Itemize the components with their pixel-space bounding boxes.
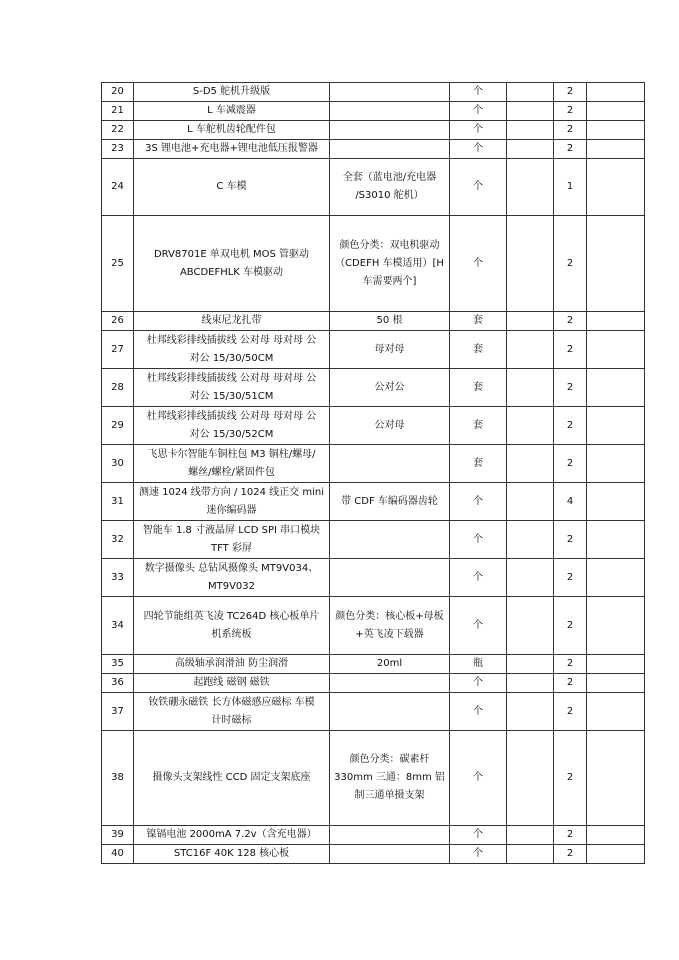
item-spec: 50 根 [376, 315, 403, 326]
item-unit-cell [450, 159, 507, 216]
item-quantity: 2 [566, 105, 574, 116]
item-name-cell [134, 407, 330, 445]
item-quantity: 2 [566, 86, 574, 97]
item-spec-cell [330, 559, 450, 597]
row-number: 31 [111, 495, 124, 507]
item-name: 钕铁硼永磁铁 长方体磁感应磁标 车模 计时磁标 [148, 696, 315, 726]
row-number-cell [102, 826, 134, 845]
empty-cell-cell [507, 407, 554, 445]
item-quantity-cell [554, 140, 587, 159]
item-quantity: 2 [566, 457, 574, 469]
item-unit-cell [450, 693, 507, 731]
item-unit-cell [450, 826, 507, 845]
item-name: 杜邦线彩排线插拔线 公对母 母对母 公 对公 15/30/51CM [146, 372, 317, 402]
item-name-cell [134, 483, 330, 521]
item-quantity: 2 [566, 143, 574, 154]
row-number-cell [102, 369, 134, 407]
item-spec-cell [330, 483, 450, 521]
item-unit-cell [450, 483, 507, 521]
item-unit: 个 [473, 705, 483, 717]
item-unit-cell [450, 102, 507, 121]
item-quantity-cell [554, 597, 587, 655]
empty-cell-cell [507, 159, 554, 216]
item-name: 四轮节能组英飞凌 TC264D 核心板单片 机系统板 [143, 610, 320, 640]
item-name-cell [134, 559, 330, 597]
row-number-cell [102, 559, 134, 597]
item-quantity: 2 [566, 571, 574, 583]
row-number: 35 [111, 658, 124, 669]
item-spec: 颜色分类：双电机驱动 （CDEFH 车模适用）[H 车需要两个] [335, 239, 444, 287]
item-quantity-cell [554, 331, 587, 369]
item-spec: 颜色分类：碳素杆 330mm 三通：8mm 铝 制三通单摄支架 [334, 754, 445, 801]
item-unit: 个 [473, 495, 483, 507]
item-unit-cell [450, 845, 507, 864]
item-unit: 个 [473, 829, 483, 840]
parts-table [101, 82, 645, 864]
table-row [102, 597, 645, 655]
item-spec: 母对母 [374, 343, 405, 355]
row-number: 20 [111, 86, 124, 97]
row-number: 21 [111, 105, 124, 116]
row-number: 32 [111, 533, 124, 545]
row-number-cell [102, 312, 134, 331]
empty-cell-cell [507, 331, 554, 369]
item-spec-cell [330, 159, 450, 216]
item-unit: 个 [473, 86, 483, 97]
empty-cell-cell [507, 559, 554, 597]
empty-cell-cell [587, 445, 645, 483]
item-spec-cell [330, 597, 450, 655]
empty-cell-cell [507, 521, 554, 559]
row-number: 28 [111, 381, 124, 393]
item-name: C 车模 [216, 181, 247, 192]
empty-cell-cell [587, 121, 645, 140]
item-quantity: 2 [566, 343, 574, 355]
item-unit: 个 [473, 677, 483, 688]
item-spec-cell [330, 216, 450, 312]
item-spec-cell [330, 845, 450, 864]
empty-cell-cell [507, 693, 554, 731]
item-quantity-cell [554, 826, 587, 845]
row-number-cell [102, 407, 134, 445]
empty-cell-cell [587, 407, 645, 445]
item-quantity-cell [554, 445, 587, 483]
item-spec-cell [330, 331, 450, 369]
item-quantity-cell [554, 312, 587, 331]
item-name-cell [134, 102, 330, 121]
empty-cell-cell [587, 159, 645, 216]
row-number: 25 [111, 257, 124, 269]
row-number: 27 [111, 343, 124, 355]
item-name: 线束尼龙扎带 [201, 315, 262, 326]
table-row [102, 521, 645, 559]
item-name: 测速 1024 线带方向 / 1024 线正交 mini 迷你编码器 [139, 486, 324, 516]
item-name: 数字摄像头 总钻风摄像头 MT9V034、 MT9V032 [144, 562, 319, 592]
empty-cell-cell [587, 597, 645, 655]
item-spec-cell [330, 312, 450, 331]
item-unit-cell [450, 521, 507, 559]
item-quantity: 2 [566, 315, 574, 326]
item-unit-cell [450, 674, 507, 693]
item-unit: 套 [473, 457, 483, 469]
item-spec: 全套（蓝电池/充电器 /S3010 舵机） [342, 172, 437, 201]
empty-cell-cell [507, 845, 554, 864]
item-unit-cell [450, 445, 507, 483]
table-row [102, 102, 645, 121]
item-spec-cell [330, 674, 450, 693]
item-unit-cell [450, 369, 507, 407]
item-name: 杜邦线彩排线插拔线 公对母 母对母 公 对公 15/30/50CM [146, 334, 317, 364]
item-unit-cell [450, 331, 507, 369]
row-number-cell [102, 521, 134, 559]
item-unit-cell [450, 312, 507, 331]
item-spec-cell [330, 445, 450, 483]
row-number-cell [102, 140, 134, 159]
item-quantity: 2 [566, 533, 574, 545]
empty-cell-cell [587, 845, 645, 864]
table-row [102, 731, 645, 826]
row-number-cell [102, 693, 134, 731]
item-spec: 20ml [376, 658, 403, 669]
item-spec: 公对公 [374, 381, 405, 393]
table-row [102, 83, 645, 102]
row-number-cell [102, 216, 134, 312]
empty-cell-cell [587, 693, 645, 731]
empty-cell-cell [587, 369, 645, 407]
table-row [102, 140, 645, 159]
row-number-cell [102, 731, 134, 826]
table-row [102, 826, 645, 845]
item-name-cell [134, 159, 330, 216]
empty-cell-cell [587, 102, 645, 121]
table-row [102, 407, 645, 445]
item-unit: 个 [473, 124, 483, 135]
item-unit: 个 [473, 257, 483, 269]
empty-cell-cell [507, 216, 554, 312]
row-number: 30 [111, 457, 124, 469]
item-quantity-cell [554, 369, 587, 407]
table-row [102, 845, 645, 864]
item-name-cell [134, 216, 330, 312]
item-spec-cell [330, 140, 450, 159]
item-name: 高级轴承润滑油 防尘润滑 [174, 658, 289, 669]
item-quantity-cell [554, 83, 587, 102]
item-quantity-cell [554, 121, 587, 140]
empty-cell-cell [507, 674, 554, 693]
item-name-cell [134, 121, 330, 140]
item-name-cell [134, 331, 330, 369]
item-unit-cell [450, 731, 507, 826]
item-spec: 公对母 [374, 419, 405, 431]
item-unit: 个 [473, 105, 483, 116]
item-unit: 套 [473, 381, 483, 393]
table-row [102, 483, 645, 521]
item-quantity: 2 [566, 658, 574, 669]
row-number-cell [102, 597, 134, 655]
item-name-cell [134, 845, 330, 864]
empty-cell-cell [587, 483, 645, 521]
item-unit-cell [450, 407, 507, 445]
item-quantity-cell [554, 407, 587, 445]
row-number: 23 [111, 143, 124, 154]
item-spec-cell [330, 369, 450, 407]
empty-cell-cell [587, 216, 645, 312]
row-number-cell [102, 159, 134, 216]
empty-cell-cell [587, 83, 645, 102]
item-spec-cell [330, 655, 450, 674]
empty-cell-cell [507, 483, 554, 521]
row-number-cell [102, 445, 134, 483]
item-name: 摄像头支架线性 CCD 固定支架底座 [152, 772, 311, 783]
item-spec-cell [330, 693, 450, 731]
empty-cell-cell [507, 312, 554, 331]
item-name: 杜邦线彩排线插拔线 公对母 母对母 公 对公 15/30/52CM [146, 410, 317, 440]
row-number-cell [102, 674, 134, 693]
empty-cell-cell [587, 826, 645, 845]
empty-cell-cell [587, 674, 645, 693]
item-quantity-cell [554, 102, 587, 121]
item-name-cell [134, 693, 330, 731]
item-name: 飞思卡尔智能车铜柱包 M3 铜柱/螺母/ 螺丝/螺栓/紧固件包 [147, 448, 316, 478]
item-unit: 个 [473, 181, 483, 192]
row-number: 39 [111, 829, 124, 840]
item-name-cell [134, 445, 330, 483]
item-quantity-cell [554, 559, 587, 597]
empty-cell-cell [587, 312, 645, 331]
item-quantity: 2 [566, 419, 574, 431]
item-name: L 车减震器 [207, 105, 256, 116]
row-number: 26 [111, 315, 124, 326]
item-unit: 套 [473, 419, 483, 431]
item-name-cell [134, 83, 330, 102]
item-name-cell [134, 731, 330, 826]
empty-cell-cell [507, 369, 554, 407]
item-unit: 个 [473, 533, 483, 545]
item-name-cell [134, 140, 330, 159]
item-name: DRV8701E 单双电机 MOS 管驱动 ABCDEFHLK 车模驱动 [153, 248, 310, 278]
item-name-cell [134, 521, 330, 559]
row-number-cell [102, 483, 134, 521]
item-unit-cell [450, 83, 507, 102]
empty-cell-cell [507, 826, 554, 845]
item-name-cell [134, 369, 330, 407]
item-name-cell [134, 312, 330, 331]
item-unit-cell [450, 121, 507, 140]
item-spec-cell [330, 102, 450, 121]
table-row [102, 369, 645, 407]
empty-cell-cell [507, 102, 554, 121]
table-row [102, 693, 645, 731]
item-spec-cell [330, 83, 450, 102]
row-number: 22 [111, 124, 124, 135]
item-quantity-cell [554, 159, 587, 216]
item-quantity: 1 [566, 181, 574, 192]
item-unit-cell [450, 140, 507, 159]
table-row [102, 121, 645, 140]
item-spec: 带 CDF 车编码器齿轮 [341, 495, 438, 507]
item-unit: 个 [473, 571, 483, 583]
empty-cell-cell [507, 83, 554, 102]
empty-cell-cell [587, 559, 645, 597]
empty-cell-cell [587, 331, 645, 369]
row-number: 34 [111, 619, 124, 631]
item-quantity-cell [554, 216, 587, 312]
row-number: 37 [111, 705, 124, 717]
item-quantity: 2 [566, 619, 574, 631]
item-quantity-cell [554, 521, 587, 559]
row-number-cell [102, 102, 134, 121]
item-name-cell [134, 655, 330, 674]
item-quantity-cell [554, 483, 587, 521]
item-name: L 车舵机齿轮配件包 [187, 124, 276, 135]
item-name: S-D5 舵机升级版 [192, 86, 271, 97]
item-spec-cell [330, 121, 450, 140]
row-number: 33 [111, 571, 124, 583]
item-name: 3S 锂电池+充电器+锂电池低压报警器 [145, 143, 318, 154]
empty-cell-cell [507, 140, 554, 159]
item-quantity: 2 [566, 705, 574, 717]
table-row [102, 559, 645, 597]
row-number-cell [102, 83, 134, 102]
table-row [102, 159, 645, 216]
item-unit: 个 [473, 619, 483, 631]
item-unit: 个 [473, 848, 483, 859]
row-number: 29 [111, 419, 124, 431]
item-spec-cell [330, 826, 450, 845]
item-quantity-cell [554, 674, 587, 693]
row-number: 36 [111, 677, 124, 688]
row-number: 38 [111, 772, 124, 783]
item-quantity-cell [554, 845, 587, 864]
item-quantity: 2 [566, 677, 574, 688]
empty-cell-cell [587, 731, 645, 826]
item-name-cell [134, 674, 330, 693]
item-quantity: 2 [566, 848, 574, 859]
row-number-cell [102, 845, 134, 864]
item-spec-cell [330, 407, 450, 445]
empty-cell-cell [587, 140, 645, 159]
item-name-cell [134, 597, 330, 655]
row-number: 24 [111, 181, 124, 192]
item-name: 起跑线 磁钢 磁铁 [193, 677, 270, 688]
item-spec-cell [330, 521, 450, 559]
row-number-cell [102, 331, 134, 369]
item-quantity: 2 [566, 381, 574, 393]
empty-cell-cell [587, 521, 645, 559]
empty-cell-cell [507, 731, 554, 826]
item-unit-cell [450, 559, 507, 597]
parts-table-body [102, 83, 645, 864]
item-quantity: 2 [566, 257, 574, 269]
empty-cell-cell [507, 597, 554, 655]
item-quantity-cell [554, 731, 587, 826]
table-row [102, 216, 645, 312]
item-name: STC16F 40K 128 核心板 [173, 848, 290, 859]
table-row [102, 331, 645, 369]
item-quantity-cell [554, 655, 587, 674]
item-quantity: 4 [566, 495, 574, 507]
table-row [102, 445, 645, 483]
item-unit: 套 [473, 343, 483, 355]
item-quantity: 2 [566, 772, 574, 783]
table-row [102, 674, 645, 693]
item-name: 智能车 1.8 寸液晶屏 LCD SPI 串口模块 TFT 彩屏 [142, 524, 321, 554]
empty-cell-cell [507, 121, 554, 140]
empty-cell-cell [507, 445, 554, 483]
item-unit: 套 [473, 315, 483, 326]
item-unit: 个 [473, 143, 483, 154]
row-number: 40 [111, 848, 124, 859]
item-spec-cell [330, 731, 450, 826]
item-unit-cell [450, 216, 507, 312]
item-spec: 颜色分类：核心板+母板 +英飞凌下载器 [335, 610, 444, 640]
item-unit-cell [450, 655, 507, 674]
item-name: 镍镉电池 2000mA 7.2v（含充电器） [146, 829, 317, 840]
row-number-cell [102, 655, 134, 674]
item-unit: 个 [473, 772, 483, 783]
item-quantity: 2 [566, 829, 574, 840]
item-quantity: 2 [566, 124, 574, 135]
empty-cell-cell [587, 655, 645, 674]
table-row [102, 655, 645, 674]
item-quantity-cell [554, 693, 587, 731]
row-number-cell [102, 121, 134, 140]
empty-cell-cell [507, 655, 554, 674]
table-row [102, 312, 645, 331]
item-unit: 瓶 [473, 658, 483, 669]
item-name-cell [134, 826, 330, 845]
item-unit-cell [450, 597, 507, 655]
